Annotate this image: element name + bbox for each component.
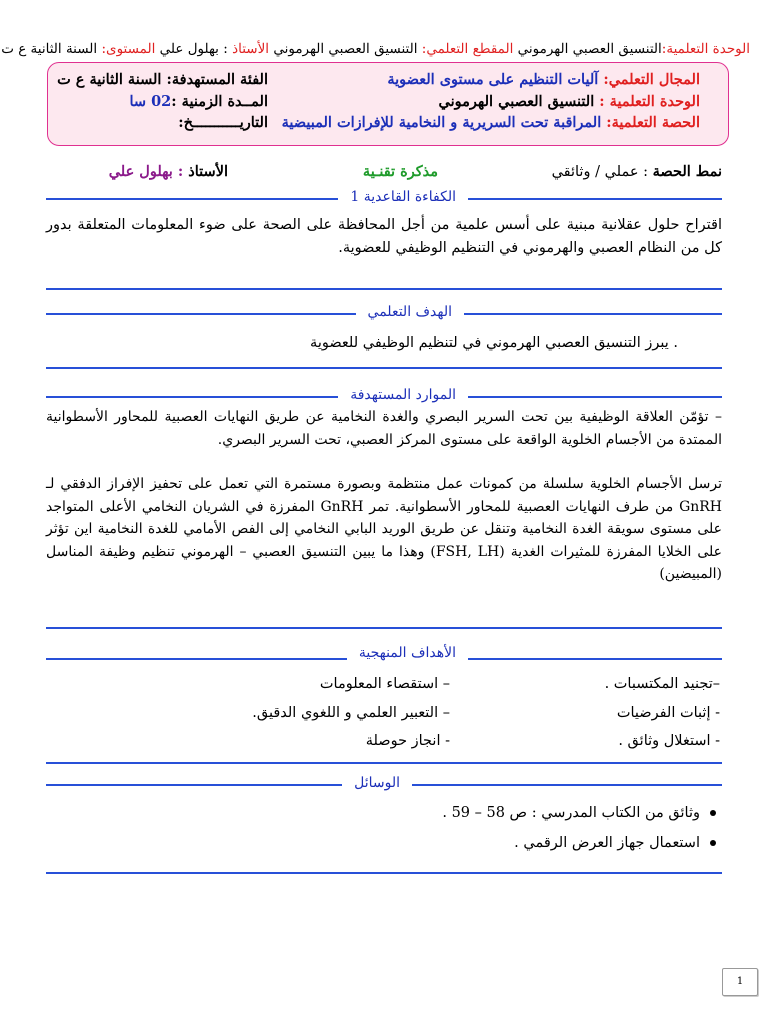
bullet-icon xyxy=(710,810,716,816)
means-item: وثائق من الكتاب المدرسي : ص 58 – 59 . xyxy=(442,803,716,823)
methodology-item: - انجاز حوصلة xyxy=(365,733,450,749)
methodology-item: – التعبير العلمي و اللغوي الدقيق. xyxy=(252,705,450,721)
resources-title: الموارد المستهدفة xyxy=(338,387,468,403)
session-teacher xyxy=(109,163,228,180)
info-unit xyxy=(439,92,700,112)
methodology-title: الأهداف المنهجية xyxy=(347,645,468,661)
section-rule xyxy=(46,627,722,629)
session-teacher-label: الأستاذ xyxy=(188,163,228,180)
info-domain-label: المجال التعلمي: xyxy=(603,71,700,88)
info-session xyxy=(282,113,700,133)
methodology-item: – استقصاء المعلومات xyxy=(319,676,450,692)
header-unit-label: الوحدة التعلمية: xyxy=(661,41,750,57)
session-teacher-value: : بهلول علي xyxy=(108,163,189,180)
info-target-value: السنة الثانية ع ت xyxy=(57,71,167,88)
session-type-label: نمط الحصة xyxy=(652,163,722,180)
info-session-value: المراقبة تحت السريرية و النخامية للإفرازات المبيضية xyxy=(281,114,607,131)
info-duration-value: 02 سا xyxy=(129,93,172,110)
header-segment-value: التنسيق العصبي الهرموني xyxy=(273,41,422,57)
info-unit-label: الوحدة التعلمية : xyxy=(599,93,700,110)
header-level-label: المستوى: xyxy=(101,41,156,57)
session-type-value: : عملي / وثائقي xyxy=(551,164,653,180)
memo-label: مذكرة تقنـية xyxy=(362,163,438,180)
info-date-label: التاريـــــــــــخ: xyxy=(178,114,268,131)
header-segment-label: المقطع التعلمي: xyxy=(421,41,514,57)
objective-title: الهدف التعلمي xyxy=(356,304,464,320)
bullet-icon xyxy=(710,840,716,846)
methodology-item: - استغلال وثائق . xyxy=(618,733,720,749)
section-rule xyxy=(46,872,722,874)
section-rule xyxy=(46,367,722,369)
info-unit-value: التنسيق العصبي الهرموني xyxy=(438,93,600,110)
session-type xyxy=(552,163,722,180)
header-teacher-label: الأستاذ xyxy=(232,41,270,57)
header-line xyxy=(1,40,750,58)
header-unit-value: التنسيق العصبي الهرموني xyxy=(517,41,662,57)
methodology-item: - إثبات الفرضيات xyxy=(616,705,720,721)
header-teacher-value: : بهلول علي xyxy=(159,41,233,57)
competence-title: الكفاءة القاعدية 1 xyxy=(338,189,468,205)
competence-text: اقتراح حلول عقلانية مبنية على أسس علمية من أجل المحافظة على الصحة على ضوء المعلومات المتعلقة بدور كل من النظام العصبي والهرموني في التنظيم الوظيفي للعضوية. xyxy=(46,217,722,256)
info-duration xyxy=(129,92,268,112)
page-number: 1 xyxy=(722,968,758,996)
info-target xyxy=(57,70,268,90)
info-session-label: الحصة التعلمية: xyxy=(606,114,700,131)
means-item: استعمال جهاز العرض الرقمي . xyxy=(514,833,716,853)
info-domain xyxy=(387,70,700,90)
header-level-value: السنة الثانية ع ت xyxy=(1,41,102,57)
info-domain-value: آليات التنظيم على مستوى العضوية xyxy=(387,71,604,88)
section-rule xyxy=(46,762,722,764)
resources-text-1: – تؤمّن العلاقة الوظيفية بين تحت السرير البصري والغدة النخامية عن طريق النهايات العصبية للمحاور الأسطوانية الممتدة من الأجسام الخلوية الواقعة على مستوى المركز العصبي، تحت السرير البصري. xyxy=(46,409,722,448)
resources-text-2: ترسل الأجسام الخلوية سلسلة من كمونات عمل منتظمة وبصورة مستمرة التي تعمل على تحفيز الإفراز الدفقي لـ GnRH من طرف النهايات العصبية للمحاور الأسطوانية. تمر GnRH المفرزة في الشريان النخامي الأعلى المتواجد على مستوى سويقة الغدة النخامية وتنقل عن طريق الوريد البابي النخامي إلى الفص الأمامي للغدة النخامية اين تؤثر على الخلايا المفرزة للمثيرات الغدية (FSH, LH) وهذا ما يبين التنسيق العصبي – الهرموني تنظيم وظيفة المناسل (المبيضين) xyxy=(46,476,723,582)
info-date xyxy=(178,113,268,133)
objective-text: . يبرز التنسيق العصبي الهرموني في لتنظيم الوظيفي للعضوية xyxy=(310,335,678,351)
info-duration-label: المــدة الزمنية : xyxy=(171,93,268,110)
methodology-item: –تجنيد المكتسبات . xyxy=(604,676,720,692)
info-target-label: الفئة المستهدفة: xyxy=(166,71,268,88)
section-rule xyxy=(46,288,722,290)
means-title: الوسائل xyxy=(342,775,412,791)
